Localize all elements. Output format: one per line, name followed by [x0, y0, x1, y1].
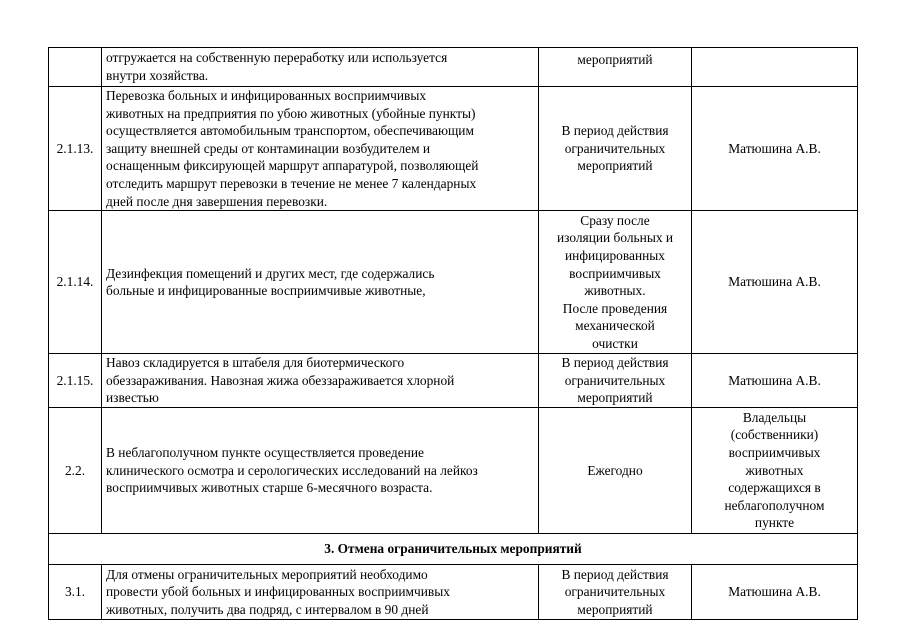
responsible-cell: Владельцы (собственники) восприимчивых животных содержащихся в неблагополучном пункте [692, 407, 858, 533]
measure-text: отгружается на собственную переработку или используется внутри хозяйства. [102, 48, 539, 87]
measures-table [48, 47, 858, 620]
responsible-cell: Матюшина А.В. [692, 87, 858, 211]
responsible-cell: Матюшина А.В. [692, 211, 858, 354]
measure-text: Перевозка больных и инфицированных восприимчивых животных на предприятия по убою животных (убойные пункты) осуществляется автомобильным транспортом, обеспечивающим защиту внешней среды от контаминации возбудителем и оснащенным фиксирующей маршрут аппаратурой, позволяющей отследить маршрут перевозки в течение не менее 7 календарных дней после дня завершения перевозки. [102, 87, 539, 211]
period-cell: В период действия ограничительных мероприятий [539, 87, 692, 211]
row-number: 2.1.13. [49, 87, 102, 211]
period-cell: Сразу после изоляции больных и инфицированных восприимчивых животных. После проведения механической очистки [539, 211, 692, 354]
period-cell: В период действия ограничительных мероприятий [539, 354, 692, 408]
responsible-cell: Матюшина А.В. [692, 354, 858, 408]
period-cell: В период действия ограничительных мероприятий [539, 564, 692, 619]
measure-text: В неблагополучном пункте осуществляется проведение клинического осмотра и серологических исследований на лейкоз восприимчивых животных старше 6-месячного возраста. [102, 407, 539, 533]
section-heading: 3. Отмена ограничительных мероприятий [49, 533, 858, 564]
table-row [49, 564, 858, 619]
row-number: 2.2. [49, 407, 102, 533]
table-row [49, 407, 858, 533]
measure-text: Навоз складируется в штабеля для биотермического обеззараживания. Навозная жижа обеззараживается хлорной известью [102, 354, 539, 408]
responsible-cell [692, 48, 858, 87]
table-row [49, 211, 858, 354]
row-number [49, 48, 102, 87]
measure-text: Дезинфекция помещений и других мест, где содержались больные и инфицированные восприимчивые животные, [102, 211, 539, 354]
row-number: 3.1. [49, 564, 102, 619]
row-number: 2.1.15. [49, 354, 102, 408]
row-number: 2.1.14. [49, 211, 102, 354]
table-row [49, 87, 858, 211]
table-row [49, 48, 858, 87]
responsible-cell: Матюшина А.В. [692, 564, 858, 619]
table-row [49, 354, 858, 408]
measure-text: Для отмены ограничительных мероприятий необходимо провести убой больных и инфицированных восприимчивых животных, получить два подряд, с интервалом в 90 дней [102, 564, 539, 619]
section-row [49, 533, 858, 564]
period-cell: мероприятий [539, 48, 692, 87]
period-cell: Ежегодно [539, 407, 692, 533]
